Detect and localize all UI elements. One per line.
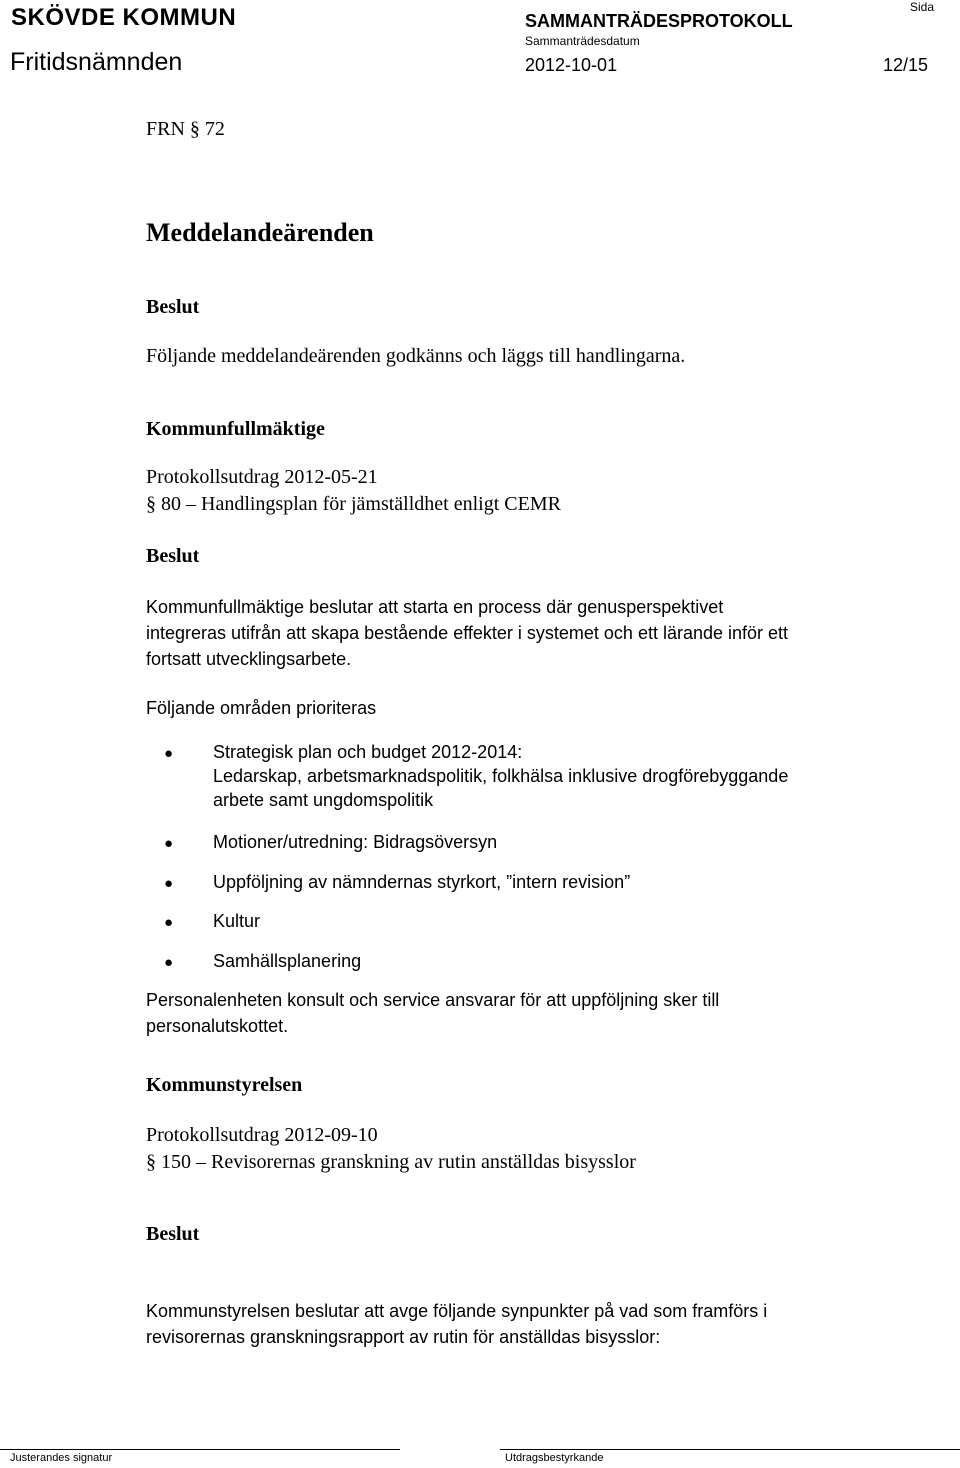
bullet-icon: ● <box>164 875 174 892</box>
list-item-line: arbete samt ungdomspolitik <box>213 790 434 810</box>
list-item <box>213 740 873 812</box>
list-item-line: Ledarskap, arbetsmarknadspolitik, folkhälsa inklusive drogförebyggande <box>213 766 789 786</box>
decision-heading: Beslut <box>146 296 200 318</box>
paragraph-line: integreras utifrån att skapa bestående effekter i systemet och ett lärande inför ett <box>146 623 789 643</box>
signature-label: Justerandes signatur <box>10 1452 113 1464</box>
municipality-logo: SKÖVDE KOMMUN <box>11 4 237 31</box>
list-item-line: Uppföljning av nämndernas styrkort, ”intern revision” <box>213 872 631 892</box>
bullet-icon: ● <box>164 745 174 762</box>
paragraph-line: personalutskottet. <box>146 1016 289 1036</box>
page-number: 12/15 <box>883 55 929 75</box>
page-label: Sida <box>910 0 935 14</box>
decision-paragraph <box>146 594 906 672</box>
certifier-label: Utdragsbestyrkande <box>505 1452 604 1464</box>
list-item <box>213 949 873 973</box>
list-item-line: Strategisk plan och budget 2012-2014: <box>213 742 523 762</box>
paragraph-line: Kommunfullmäktige beslutar att starta en process där genusperspektivet <box>146 597 724 617</box>
signature-line <box>0 1449 400 1450</box>
list-item-line: Kultur <box>213 911 261 931</box>
protocol-excerpt: Protokollsutdrag 2012-09-10 <box>146 1124 378 1146</box>
paragraph-line: fortsatt utvecklingsarbete. <box>146 649 352 669</box>
certifier-line <box>500 1449 960 1450</box>
case-number: FRN § 72 <box>146 118 225 140</box>
list-item <box>213 830 873 854</box>
paragraph-line: revisorernas granskningsrapport av rutin för anställdas bisysslor: <box>146 1327 661 1347</box>
decision-text: Följande meddelandeärenden godkänns och läggs till handlingarna. <box>146 345 686 367</box>
bullet-icon: ● <box>164 914 174 931</box>
paragraph-line: Personalenheten konsult och service ansvarar för att uppföljning sker till <box>146 990 720 1010</box>
meeting-date: 2012-10-01 <box>525 55 618 75</box>
meeting-date-label: Sammanträdesdatum <box>525 34 640 48</box>
page-title: Meddelandeärenden <box>146 218 374 247</box>
committee-name: Fritidsnämnden <box>10 48 183 76</box>
decision-heading: Beslut <box>146 1223 200 1245</box>
decision-heading: Beslut <box>146 545 200 567</box>
agenda-item: § 80 – Handlingsplan för jämställdhet enligt CEMR <box>146 493 561 515</box>
list-item <box>213 870 873 894</box>
protocol-title: SAMMANTRÄDESPROTOKOLL <box>525 11 793 31</box>
bullet-icon: ● <box>164 835 174 852</box>
agenda-item: § 150 – Revisorernas granskning av rutin anställdas bisysslor <box>146 1151 636 1173</box>
paragraph-line: Kommunstyrelsen beslutar att avge följande synpunkter på vad som framförs i <box>146 1301 768 1321</box>
priority-intro: Följande områden prioriteras <box>146 698 377 718</box>
section-heading-kommunstyrelsen: Kommunstyrelsen <box>146 1074 303 1096</box>
bullet-icon: ● <box>164 954 174 971</box>
list-item <box>213 909 873 933</box>
protocol-excerpt: Protokollsutdrag 2012-05-21 <box>146 466 378 488</box>
decision-paragraph <box>146 1298 906 1350</box>
closing-paragraph <box>146 987 906 1039</box>
section-heading-kommunfullmaktige: Kommunfullmäktige <box>146 418 325 440</box>
list-item-line: Samhällsplanering <box>213 951 362 971</box>
list-item-line: Motioner/utredning: Bidragsöversyn <box>213 832 498 852</box>
